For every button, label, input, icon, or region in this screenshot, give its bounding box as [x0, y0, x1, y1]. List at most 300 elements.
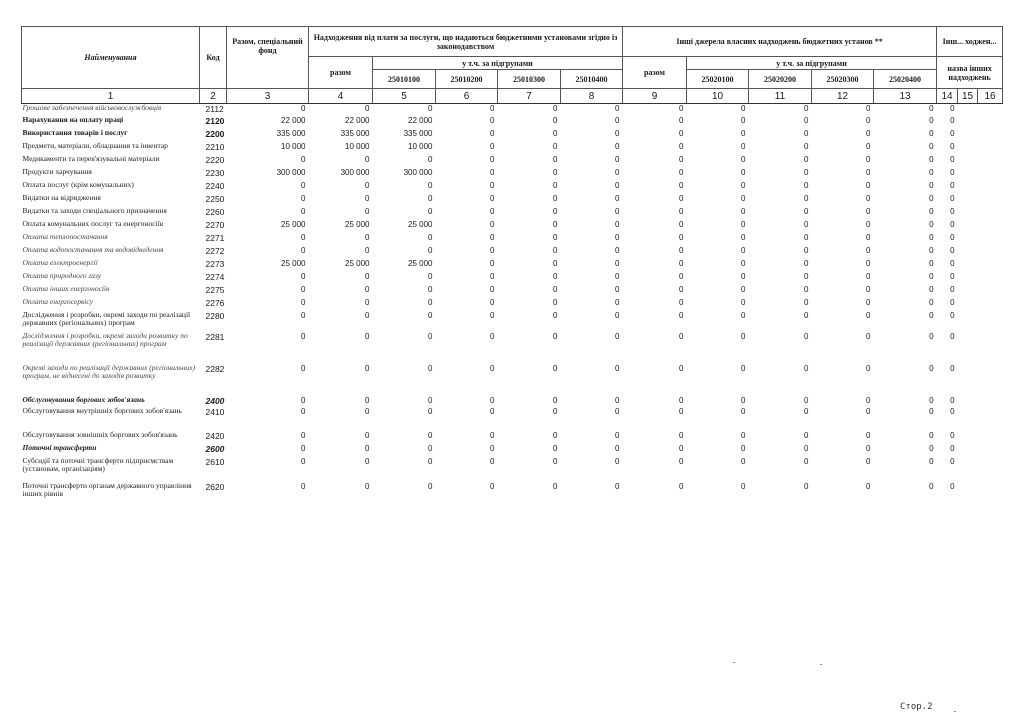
row-value: 0	[741, 206, 746, 216]
row-value: 0	[804, 271, 809, 281]
row-value: 0	[679, 154, 684, 164]
row-name: Продукти харчування	[22, 167, 92, 176]
row-value: 25 000	[345, 258, 370, 268]
row-value: 0	[741, 167, 746, 177]
row-value: 0	[929, 154, 934, 164]
row-value: 0	[804, 193, 809, 203]
row-value: 0	[929, 193, 934, 203]
row-value: 0	[553, 443, 558, 453]
row-value: 0	[804, 284, 809, 294]
table-row	[22, 155, 1003, 168]
table-row	[22, 116, 1003, 129]
row-value: 0	[950, 284, 955, 294]
row-value: 0	[950, 104, 955, 113]
row-value: 0	[679, 395, 684, 405]
row-value: 0	[950, 219, 955, 229]
row-value: 0	[428, 154, 433, 164]
row-value: 0	[553, 219, 558, 229]
row-value: 0	[490, 128, 495, 138]
row-value: 0	[615, 456, 620, 466]
row-value: 0	[428, 206, 433, 216]
row-value: 0	[615, 154, 620, 164]
row-value: 0	[490, 310, 495, 320]
row-value: 0	[301, 456, 306, 466]
table-row	[22, 311, 1003, 332]
row-value: 0	[490, 193, 495, 203]
row-name: Оплата природного газу	[22, 271, 102, 280]
row-code: 2410	[205, 406, 225, 417]
row-value: 0	[741, 331, 746, 341]
row-value: 0	[804, 245, 809, 255]
row-value: 0	[490, 141, 495, 151]
row-value: 0	[741, 481, 746, 491]
row-value: 0	[615, 430, 620, 440]
row-value: 0	[553, 456, 558, 466]
row-value: 0	[615, 331, 620, 341]
row-value: 0	[428, 193, 433, 203]
row-value: 0	[553, 154, 558, 164]
row-value: 0	[950, 180, 955, 190]
row-value: 0	[679, 104, 684, 113]
row-value: 0	[428, 456, 433, 466]
row-value: 0	[301, 104, 306, 113]
row-value: 0	[929, 406, 934, 416]
row-value: 0	[679, 331, 684, 341]
header-code: Код	[200, 27, 227, 89]
row-value: 0	[301, 154, 306, 164]
row-value: 0	[301, 331, 306, 341]
row-value: 0	[929, 310, 934, 320]
row-value: 22 000	[408, 115, 433, 125]
row-value: 0	[428, 245, 433, 255]
row-value: 0	[301, 430, 306, 440]
row-value: 0	[553, 297, 558, 307]
table-row	[22, 129, 1003, 142]
row-value: 0	[365, 395, 370, 405]
row-value: 0	[553, 271, 558, 281]
row-value: 0	[804, 180, 809, 190]
row-value: 0	[428, 443, 433, 453]
row-value: 0	[365, 406, 370, 416]
row-value: 0	[365, 297, 370, 307]
header-code-25020100: 25020100	[687, 70, 749, 89]
row-value: 0	[866, 310, 871, 320]
row-value: 0	[490, 481, 495, 491]
row-value: 0	[866, 180, 871, 190]
row-value: 0	[741, 258, 746, 268]
row-value: 0	[804, 219, 809, 229]
row-value: 0	[615, 297, 620, 307]
row-value: 0	[553, 232, 558, 242]
row-value: 0	[615, 219, 620, 229]
row-value: 0	[301, 481, 306, 491]
row-value: 0	[679, 193, 684, 203]
row-value: 0	[679, 128, 684, 138]
header-group2: Інші джерела власних надходжень бюджетних установ **	[623, 27, 937, 57]
row-value: 0	[615, 141, 620, 151]
row-value: 0	[679, 206, 684, 216]
row-value: 0	[428, 310, 433, 320]
row-value: 0	[866, 430, 871, 440]
row-value: 0	[553, 206, 558, 216]
row-value: 0	[804, 206, 809, 216]
row-value: 0	[365, 456, 370, 466]
column-number: 1	[22, 89, 200, 104]
row-value: 0	[428, 406, 433, 416]
row-value: 0	[428, 331, 433, 341]
row-value: 0	[679, 141, 684, 151]
row-value: 0	[553, 245, 558, 255]
row-code: 2273	[205, 258, 225, 269]
row-name: Оплата електроенергії	[22, 258, 98, 267]
header-code-25010100: 25010100	[373, 70, 436, 89]
row-value: 0	[490, 115, 495, 125]
table-row	[22, 332, 1003, 364]
row-value: 0	[490, 258, 495, 268]
column-number: 11	[749, 89, 812, 104]
row-value: 0	[741, 430, 746, 440]
row-value: 0	[950, 430, 955, 440]
row-value: 0	[365, 310, 370, 320]
row-value: 0	[553, 167, 558, 177]
row-value: 0	[866, 395, 871, 405]
row-value: 0	[950, 395, 955, 405]
row-value: 300 000	[340, 167, 370, 177]
row-value: 10 000	[345, 141, 370, 151]
row-name: Видатки на відрядження	[22, 193, 101, 202]
row-value: 0	[428, 481, 433, 491]
row-value: 0	[929, 297, 934, 307]
row-value: 0	[929, 128, 934, 138]
table-row	[22, 298, 1003, 311]
row-value: 0	[679, 363, 684, 373]
row-value: 0	[929, 443, 934, 453]
row-code: 2240	[205, 180, 225, 191]
row-value: 0	[553, 284, 558, 294]
row-value: 0	[741, 193, 746, 203]
row-value: 0	[679, 180, 684, 190]
row-value: 0	[741, 128, 746, 138]
row-value: 0	[679, 271, 684, 281]
row-value: 0	[866, 406, 871, 416]
row-name: Оплата комунальних послуг та енергоносіїв	[22, 219, 164, 228]
row-value: 0	[490, 331, 495, 341]
row-value: 0	[553, 193, 558, 203]
row-value: 300 000	[403, 167, 433, 177]
row-value: 0	[804, 115, 809, 125]
row-value: 0	[741, 443, 746, 453]
header-group2-subgroups: у т.ч. за підгрупами	[687, 57, 937, 70]
row-value: 0	[490, 395, 495, 405]
row-value: 25 000	[345, 219, 370, 229]
row-value: 0	[490, 443, 495, 453]
row-value: 25 000	[281, 258, 306, 268]
row-value: 0	[490, 104, 495, 113]
row-value: 0	[428, 395, 433, 405]
row-value: 0	[950, 193, 955, 203]
row-value: 0	[804, 481, 809, 491]
row-value: 0	[804, 297, 809, 307]
row-value: 0	[615, 115, 620, 125]
row-value: 0	[365, 430, 370, 440]
row-value: 0	[741, 363, 746, 373]
row-value: 0	[929, 481, 934, 491]
row-name: Видатки та заходи спеціального призначення	[22, 206, 167, 215]
table-row	[22, 194, 1003, 207]
row-value: 0	[615, 284, 620, 294]
row-name: Субсидії та поточні трансферти підприємствам (установам, організаціям)	[22, 456, 174, 473]
row-value: 0	[301, 395, 306, 405]
row-value: 0	[490, 271, 495, 281]
row-value: 0	[365, 284, 370, 294]
row-value: 0	[365, 206, 370, 216]
table-row	[22, 104, 1003, 116]
row-value: 0	[950, 310, 955, 320]
row-value: 0	[615, 128, 620, 138]
row-value: 0	[804, 430, 809, 440]
column-number: 10	[687, 89, 749, 104]
row-value: 0	[741, 115, 746, 125]
row-value: 0	[950, 481, 955, 491]
header-other-names: назва інших надходжень	[937, 57, 1003, 89]
row-value: 0	[950, 128, 955, 138]
row-value: 0	[428, 284, 433, 294]
row-value: 0	[866, 284, 871, 294]
row-value: 25 000	[408, 219, 433, 229]
row-value: 0	[490, 167, 495, 177]
table-row	[22, 457, 1003, 482]
row-value: 0	[615, 167, 620, 177]
row-value: 0	[553, 363, 558, 373]
row-value: 0	[553, 430, 558, 440]
row-code: 2270	[205, 219, 225, 230]
row-value: 0	[490, 406, 495, 416]
row-value: 0	[950, 115, 955, 125]
row-name: Оплата водопостачання та водовідведення	[22, 245, 164, 254]
row-value: 0	[301, 363, 306, 373]
row-value: 0	[741, 180, 746, 190]
row-value: 0	[490, 154, 495, 164]
row-value: 0	[950, 456, 955, 466]
row-value: 0	[741, 232, 746, 242]
row-value: 0	[490, 232, 495, 242]
row-value: 0	[553, 310, 558, 320]
row-code: 2200	[205, 128, 225, 139]
header-group1-subgroups: у т.ч. за підгрупами	[373, 57, 623, 70]
row-value: 0	[615, 443, 620, 453]
table-row	[22, 207, 1003, 220]
row-value: 0	[741, 271, 746, 281]
table-row	[22, 233, 1003, 246]
row-value: 0	[866, 141, 871, 151]
row-value: 0	[804, 363, 809, 373]
header-group1-total: разом	[309, 57, 373, 89]
row-value: 0	[804, 141, 809, 151]
row-value: 0	[553, 115, 558, 125]
row-value: 0	[929, 363, 934, 373]
row-value: 0	[553, 104, 558, 113]
row-value: 0	[553, 141, 558, 151]
row-value: 0	[679, 167, 684, 177]
row-value: 0	[490, 456, 495, 466]
row-name: Обслуговування зовнішніх боргових зобов'язань	[22, 430, 178, 439]
row-value: 0	[741, 284, 746, 294]
row-value: 0	[866, 219, 871, 229]
row-value: 0	[929, 141, 934, 151]
scan-speck	[820, 664, 822, 665]
table-row	[22, 272, 1003, 285]
row-code: 2610	[205, 456, 225, 467]
row-value: 0	[679, 481, 684, 491]
row-value: 0	[950, 206, 955, 216]
row-value: 0	[365, 331, 370, 341]
row-value: 0	[615, 180, 620, 190]
row-value: 0	[929, 180, 934, 190]
row-code: 2420	[205, 430, 225, 441]
row-value: 0	[553, 331, 558, 341]
row-value: 0	[804, 456, 809, 466]
page-number: Стор.2	[900, 702, 933, 712]
row-value: 0	[365, 180, 370, 190]
table-row	[22, 364, 1003, 396]
row-code: 2600	[205, 443, 225, 454]
row-code: 2281	[205, 331, 225, 342]
table-row	[22, 444, 1003, 457]
row-value: 0	[679, 310, 684, 320]
row-value: 0	[929, 104, 934, 113]
row-value: 0	[741, 104, 746, 113]
column-number: 14	[937, 89, 958, 104]
table-row	[22, 142, 1003, 155]
row-value: 0	[490, 363, 495, 373]
header-group1: Надходження від плати за послуги, що надаються бюджетними установами згідно із законодавством	[309, 27, 623, 57]
header-name: Найменування	[22, 27, 200, 89]
row-name: Оплата теплопостачання	[22, 232, 108, 241]
row-value: 300 000	[276, 167, 306, 177]
row-value: 0	[553, 258, 558, 268]
table-row	[22, 285, 1003, 298]
row-value: 0	[950, 154, 955, 164]
row-value: 0	[679, 297, 684, 307]
row-value: 0	[741, 406, 746, 416]
row-value: 0	[553, 481, 558, 491]
row-value: 0	[950, 271, 955, 281]
row-value: 0	[365, 271, 370, 281]
row-name: Обслуговування внутрішніх боргових зобов'язань	[22, 406, 182, 415]
row-value: 0	[428, 430, 433, 440]
header-group3: Інш... ходжен...	[937, 27, 1003, 57]
row-code: 2620	[205, 481, 225, 492]
row-value: 0	[615, 206, 620, 216]
table-row	[22, 482, 1003, 506]
header-group2-total: разом	[623, 57, 687, 89]
header-code-25020200: 25020200	[749, 70, 812, 89]
row-code: 2112	[205, 104, 224, 114]
row-value: 0	[929, 232, 934, 242]
row-value: 0	[804, 104, 809, 113]
row-value: 22 000	[281, 115, 306, 125]
row-value: 0	[866, 443, 871, 453]
table-row	[22, 168, 1003, 181]
table-row	[22, 220, 1003, 233]
row-value: 0	[929, 430, 934, 440]
row-value: 0	[428, 271, 433, 281]
row-value: 0	[301, 284, 306, 294]
row-value: 0	[929, 395, 934, 405]
row-value: 0	[741, 154, 746, 164]
row-value: 0	[301, 232, 306, 242]
row-value: 0	[866, 167, 871, 177]
column-number: 7	[498, 89, 561, 104]
row-value: 0	[428, 232, 433, 242]
row-value: 0	[553, 180, 558, 190]
row-value: 0	[490, 297, 495, 307]
row-value: 0	[866, 456, 871, 466]
row-value: 0	[950, 443, 955, 453]
row-value: 0	[301, 206, 306, 216]
row-value: 335 000	[403, 128, 433, 138]
budget-table	[21, 26, 1003, 506]
row-name: Окремі заходи по реалізації державних (регіональних) програм, не віднесені до заходів розвитку	[22, 363, 195, 380]
row-name: Предмети, матеріали, обладнання та інвентар	[22, 141, 168, 150]
row-value: 0	[428, 180, 433, 190]
row-code: 2275	[205, 284, 225, 295]
row-value: 0	[615, 258, 620, 268]
row-value: 0	[365, 193, 370, 203]
row-code: 2272	[205, 245, 225, 256]
row-value: 0	[301, 406, 306, 416]
row-code: 2271	[205, 232, 225, 243]
column-number-row	[22, 89, 1003, 104]
row-name: Поточні трансферти органам державного управління інших рівнів	[22, 481, 192, 498]
row-name: Медикаменти та перев'язувальні матеріали	[22, 154, 160, 163]
table-row	[22, 407, 1003, 431]
table-row	[22, 431, 1003, 444]
row-value: 0	[679, 456, 684, 466]
scan-speck	[954, 711, 956, 712]
row-value: 0	[365, 443, 370, 453]
row-name: Використання товарів і послуг	[22, 128, 128, 137]
row-value: 0	[950, 245, 955, 255]
row-value: 0	[929, 456, 934, 466]
row-value: 0	[950, 363, 955, 373]
row-value: 0	[615, 310, 620, 320]
row-code: 2282	[205, 363, 225, 374]
row-value: 0	[804, 310, 809, 320]
row-value: 0	[365, 104, 370, 113]
row-value: 0	[866, 154, 871, 164]
row-value: 0	[679, 284, 684, 294]
row-value: 10 000	[281, 141, 306, 151]
row-value: 0	[929, 206, 934, 216]
row-value: 0	[866, 232, 871, 242]
row-code: 2274	[205, 271, 225, 282]
row-value: 0	[301, 271, 306, 281]
row-value: 0	[553, 406, 558, 416]
row-value: 0	[301, 193, 306, 203]
column-number: 6	[436, 89, 498, 104]
row-value: 0	[615, 406, 620, 416]
row-value: 0	[866, 271, 871, 281]
column-number: 15	[958, 89, 978, 104]
header-code-25020300: 25020300	[812, 70, 874, 89]
row-value: 10 000	[408, 141, 433, 151]
row-value: 0	[365, 154, 370, 164]
row-value: 0	[428, 363, 433, 373]
row-value: 0	[365, 245, 370, 255]
row-value: 0	[804, 406, 809, 416]
row-value: 0	[804, 258, 809, 268]
